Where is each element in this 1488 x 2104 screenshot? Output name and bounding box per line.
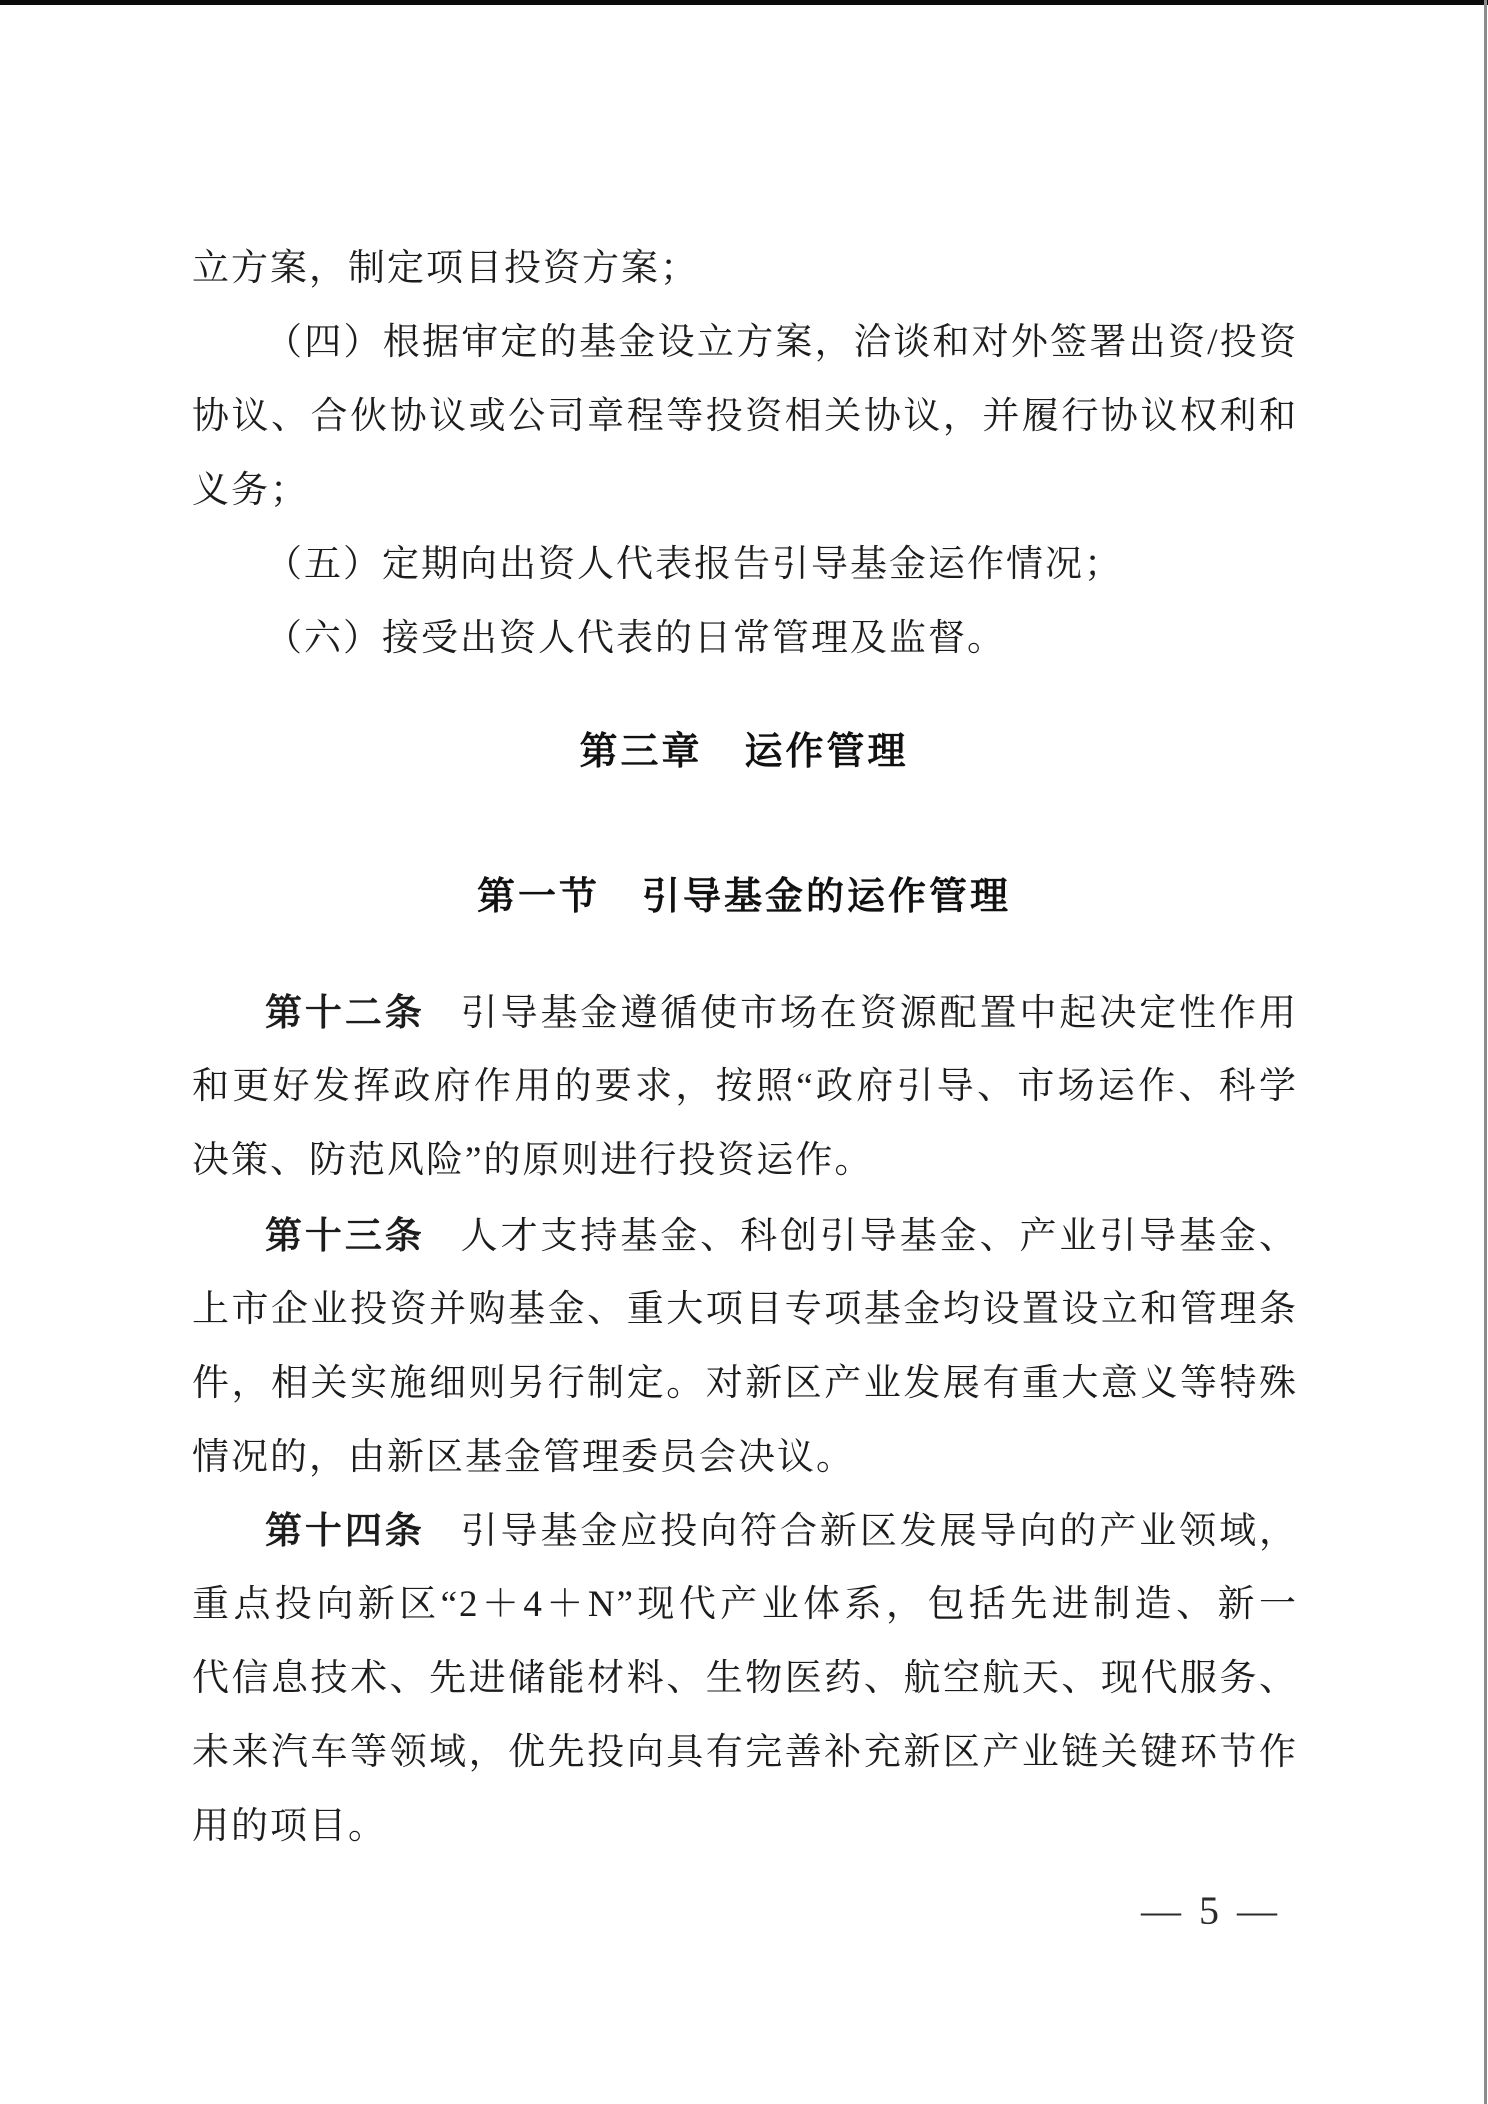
line-text: 人才支持基金、科创引导基金、产业引导基金、	[460, 1216, 1299, 1257]
text-line	[192, 528, 1298, 602]
text-line	[192, 1568, 1298, 1642]
line-text: 重点投向新区“2＋4＋N”现代产业体系，包括先进制造、新一	[192, 1584, 1298, 1625]
text-line	[192, 306, 1298, 380]
text-line	[192, 1494, 1298, 1568]
section-heading	[0, 870, 1488, 924]
section-number: 第一节	[476, 876, 600, 918]
line-text: 代信息技术、先进储能材料、生物医药、航空航天、现代服务、	[192, 1658, 1298, 1699]
line-text: （六）接受出资人代表的日常管理及监督。	[265, 618, 1006, 659]
text-line	[192, 454, 1298, 528]
line-text: 用的项目。	[192, 1806, 387, 1847]
text-line	[192, 1716, 1298, 1790]
chapter-heading	[0, 724, 1488, 780]
chapter-number: 第三章	[579, 731, 703, 773]
line-text: 上市企业投资并购基金、重大项目专项基金均设置设立和管理条	[192, 1289, 1298, 1330]
text-line	[192, 976, 1298, 1050]
text-line	[192, 602, 1298, 676]
article-number-lead: 第十四条	[265, 1510, 425, 1551]
line-text: 和更好发挥政府作用的要求，按照“政府引导、市场运作、科学	[192, 1066, 1298, 1107]
scan-right-edge-line	[1484, 0, 1487, 2104]
text-line	[192, 1421, 1298, 1495]
chapter-title: 运作管理	[744, 731, 909, 773]
line-text: （四）根据审定的基金设立方案，洽谈和对外签署出资/投资	[265, 322, 1298, 363]
line-text: 引导基金遵循使市场在资源配置中起决定性作用	[460, 993, 1299, 1034]
scan-top-bar	[0, 0, 1488, 5]
text-line	[192, 380, 1298, 454]
line-text: 决策、防范风险”的原则进行投资运作。	[192, 1140, 874, 1181]
text-line	[192, 1273, 1298, 1347]
line-text: 协议、合伙协议或公司章程等投资相关协议，并履行协议权利和	[192, 396, 1298, 437]
para-article-12	[192, 976, 1298, 1198]
line-text: 件，相关实施细则另行制定。对新区产业发展有重大意义等特殊	[192, 1363, 1298, 1404]
article-number-lead: 第十二条	[265, 992, 425, 1033]
para-item-6	[192, 602, 1298, 676]
text-line	[192, 1199, 1298, 1273]
text-line	[192, 1347, 1298, 1421]
text-line	[192, 232, 1298, 306]
line-text: 情况的，由新区基金管理委员会决议。	[192, 1437, 855, 1478]
page-number: — 5 —	[1141, 1888, 1281, 1933]
line-text: 未来汽车等领域，优先投向具有完善补充新区产业链关键环节作	[192, 1732, 1298, 1773]
para-article-14	[192, 1494, 1298, 1864]
article-number-lead: 第十三条	[265, 1215, 425, 1256]
text-line	[192, 1050, 1298, 1124]
text-line	[192, 1790, 1298, 1864]
para-item-4	[192, 306, 1298, 528]
line-text: （五）定期向出资人代表报告引导基金运作情况；	[265, 544, 1123, 585]
para-article-13	[192, 1199, 1298, 1495]
line-text: 义务；	[192, 470, 309, 511]
line-text: 立方案，制定项目投资方案；	[192, 248, 699, 289]
text-line	[192, 1642, 1298, 1716]
text-line	[192, 1124, 1298, 1198]
section-title: 引导基金的运作管理	[642, 876, 1012, 918]
line-text: 引导基金应投向符合新区发展导向的产业领域，	[460, 1511, 1299, 1552]
para-item-5	[192, 528, 1298, 602]
para-continuation	[192, 232, 1298, 306]
